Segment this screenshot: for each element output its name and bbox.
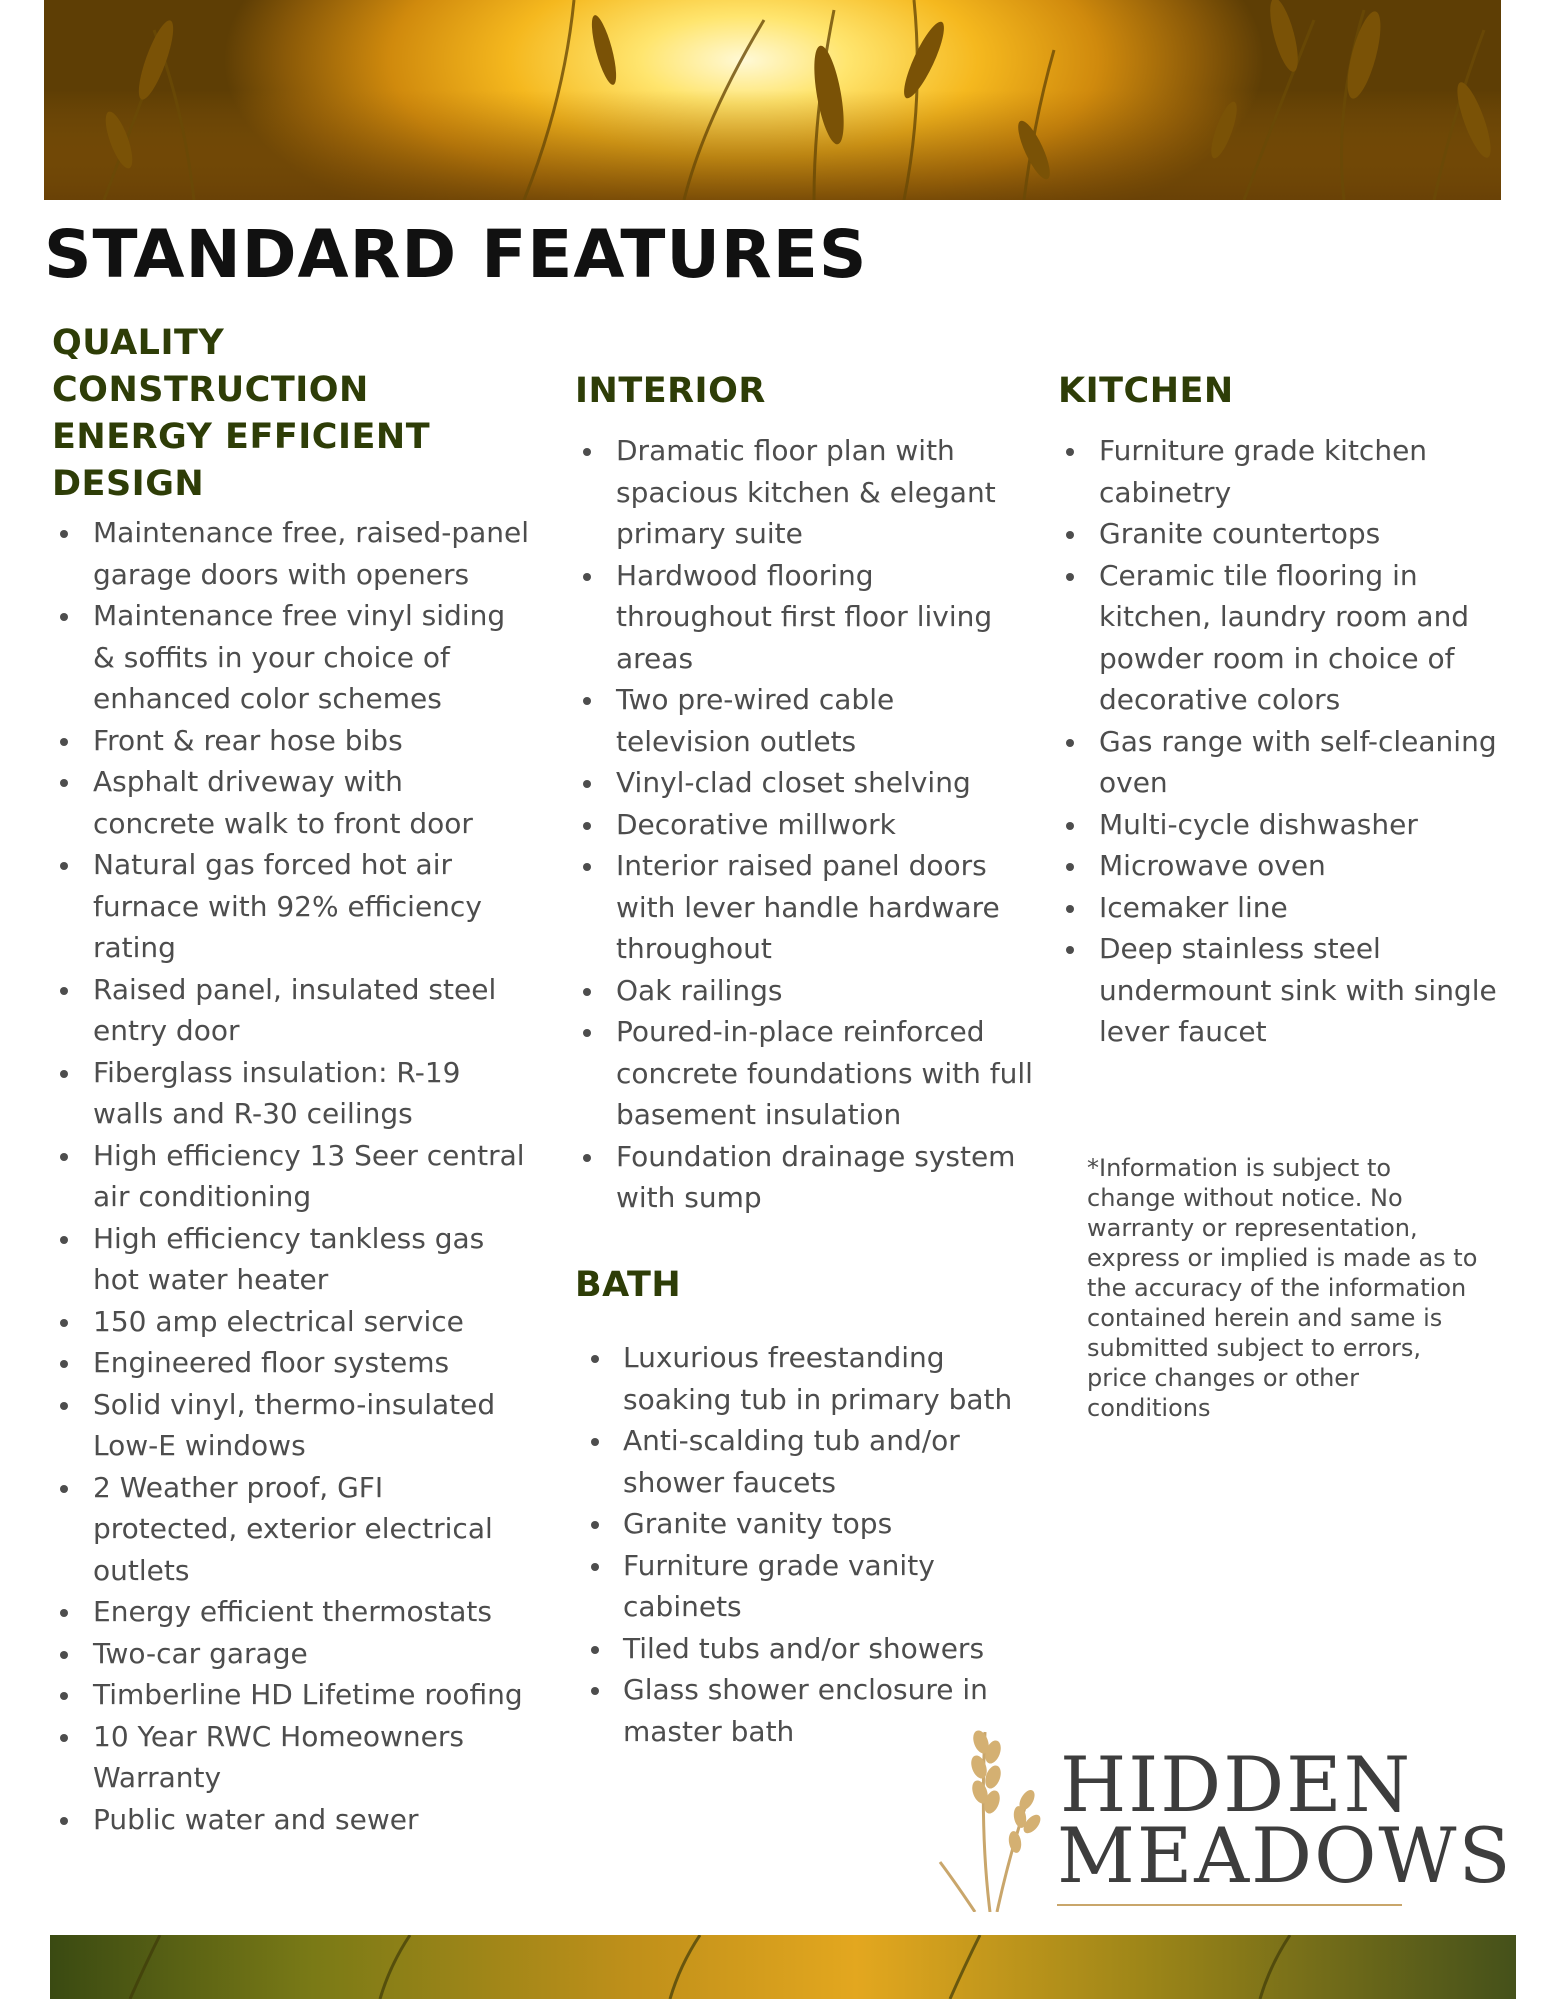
list-item: Maintenance free, raised-panel garage doors with openers xyxy=(52,512,532,595)
top-banner-image xyxy=(44,0,1501,200)
bottom-banner-image xyxy=(50,1935,1516,1999)
kitchen-heading: KITCHEN xyxy=(1058,371,1234,411)
list-item: Gas range with self-cleaning oven xyxy=(1058,721,1498,804)
list-item: Icemaker line xyxy=(1058,887,1498,929)
bath-section xyxy=(575,1262,1045,1752)
list-item: Luxurious freestanding soaking tub in primary bath xyxy=(575,1337,1045,1420)
list-item: Raised panel, insulated steel entry door xyxy=(52,969,532,1052)
list-item: Furniture grade vanity cabinets xyxy=(575,1545,1045,1628)
logo-underline xyxy=(1057,1904,1402,1906)
list-item: Foundation drainage system with sump xyxy=(575,1136,1035,1219)
heading-line: DESIGN xyxy=(52,464,205,504)
list-item: Engineered floor systems xyxy=(52,1342,532,1384)
interior-heading: INTERIOR xyxy=(575,371,766,411)
list-item: Microwave oven xyxy=(1058,845,1498,887)
list-item: Solid vinyl, thermo-insulated Low-E windows xyxy=(52,1384,532,1467)
list-item: Maintenance free vinyl siding & soffits in your choice of enhanced color schemes xyxy=(52,595,532,720)
list-item: Glass shower enclosure in master bath xyxy=(575,1669,1045,1752)
heading-line: QUALITY CONSTRUCTION xyxy=(52,323,369,410)
bath-list xyxy=(575,1337,1045,1752)
list-item: Deep stainless steel undermount sink with single lever faucet xyxy=(1058,928,1498,1053)
list-item: Furniture grade kitchen cabinetry xyxy=(1058,430,1498,513)
list-item: Multi-cycle dishwasher xyxy=(1058,804,1498,846)
list-item: 150 amp electrical service xyxy=(52,1301,532,1343)
list-item: Poured-in-place reinforced concrete foundations with full basement insulation xyxy=(575,1011,1035,1136)
list-item: Interior raised panel doors with lever handle hardware throughout xyxy=(575,845,1035,970)
list-item: 10 Year RWC Homeowners Warranty xyxy=(52,1716,532,1799)
hidden-meadows-logo xyxy=(935,1712,1513,1912)
logo-text-line1: HIDDEN xyxy=(1060,1740,1413,1829)
bath-heading: BATH xyxy=(575,1265,682,1305)
kitchen-section xyxy=(1058,368,1498,1053)
logo-text-line2: MEADOWS xyxy=(1057,1811,1513,1900)
list-item: Granite countertops xyxy=(1058,513,1498,555)
list-item: Natural gas forced hot air furnace with 92% efficiency rating xyxy=(52,844,532,969)
list-item: Dramatic floor plan with spacious kitchen & elegant primary suite xyxy=(575,430,1035,555)
interior-section xyxy=(575,368,1035,1219)
list-item: High efficiency 13 Seer central air conditioning xyxy=(52,1135,532,1218)
list-item: Two-car garage xyxy=(52,1633,532,1675)
wheat-field-image xyxy=(44,0,1501,200)
interior-list xyxy=(575,430,1035,1219)
list-item: Two pre-wired cable television outlets xyxy=(575,679,1035,762)
list-item: Ceramic tile flooring in kitchen, laundry room and powder room in choice of decorative colors xyxy=(1058,555,1498,721)
list-item: Public water and sewer xyxy=(52,1799,532,1841)
list-item: Timberline HD Lifetime roofing xyxy=(52,1674,532,1716)
list-item: Decorative millwork xyxy=(575,804,1035,846)
quality-construction-list xyxy=(52,512,532,1840)
list-item: Anti-scalding tub and/or shower faucets xyxy=(575,1420,1045,1503)
list-item: Fiberglass insulation: R-19 walls and R-30 ceilings xyxy=(52,1052,532,1135)
wheat-icon xyxy=(935,1712,1055,1912)
list-item: High efficiency tankless gas hot water heater xyxy=(52,1218,532,1301)
page-title: STANDARD FEATURES xyxy=(44,216,868,293)
quality-construction-section xyxy=(52,320,532,1840)
list-item: 2 Weather proof, GFI protected, exterior electrical outlets xyxy=(52,1467,532,1592)
list-item: Hardwood flooring throughout first floor living areas xyxy=(575,555,1035,680)
list-item: Energy efficient thermostats xyxy=(52,1591,532,1633)
disclaimer-text: *Information is subject to change without notice. No warranty or representation, express or implied is made as to the accuracy of the information contained herein and same is submitted subject to errors, price changes or other conditions xyxy=(1087,1154,1478,1422)
list-item: Oak railings xyxy=(575,970,1035,1012)
list-item: Tiled tubs and/or showers xyxy=(575,1628,1045,1670)
wheat-field-image xyxy=(50,1935,1516,1999)
list-item: Front & rear hose bibs xyxy=(52,720,532,762)
quality-construction-heading xyxy=(52,320,532,508)
list-item: Vinyl-clad closet shelving xyxy=(575,762,1035,804)
heading-line: ENERGY EFFICIENT xyxy=(52,417,431,457)
list-item: Asphalt driveway with concrete walk to front door xyxy=(52,761,532,844)
list-item: Granite vanity tops xyxy=(575,1503,1045,1545)
kitchen-list xyxy=(1058,430,1498,1053)
